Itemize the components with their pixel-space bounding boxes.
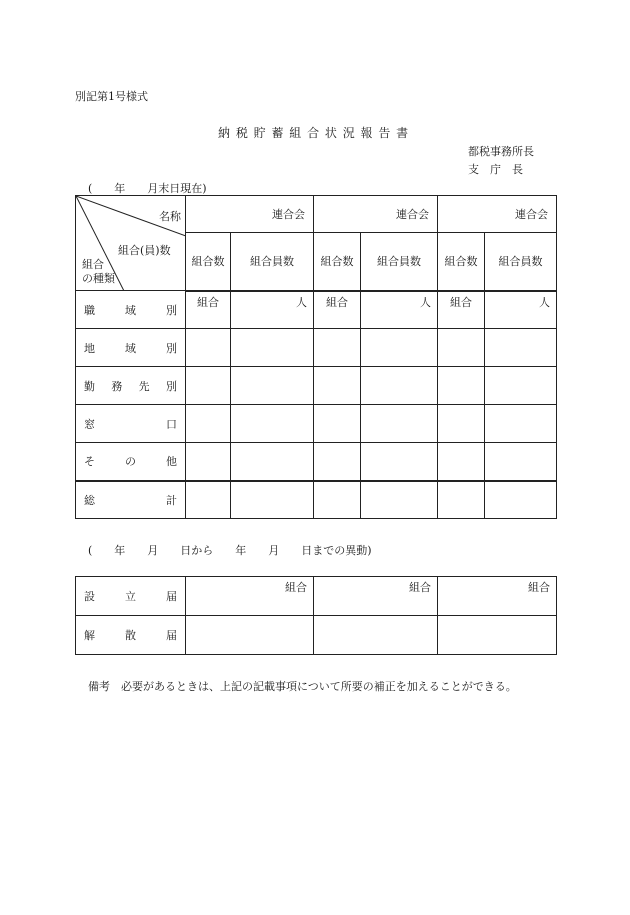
data-cell (485, 443, 557, 481)
data-cell (361, 443, 438, 481)
data-cell (231, 443, 314, 481)
row-label-other: そ の 他 (76, 443, 186, 481)
data-cell (485, 405, 557, 443)
row-label-window: 窓 口 (76, 405, 186, 443)
data-cell (314, 481, 361, 519)
col-member-count-2: 組合員数 (361, 233, 438, 291)
federation-2: 連合会 (314, 196, 438, 233)
status-table (75, 195, 557, 519)
data-cell (186, 329, 231, 367)
data-cell (314, 367, 361, 405)
header-kind: 組合 の種類 (82, 258, 115, 285)
data-cell (438, 443, 485, 481)
unit-person: 人 (485, 291, 557, 329)
row-label-region: 地 域 別 (76, 329, 186, 367)
recipient-line1: 都税事務所長 (468, 145, 534, 158)
data-cell (231, 329, 314, 367)
unit-union: 組合 (186, 577, 314, 616)
federation-3: 連合会 (438, 196, 557, 233)
unit-union: 組合 (438, 291, 485, 329)
data-cell (186, 616, 314, 655)
col-member-count-1: 組合員数 (231, 233, 314, 291)
row-label-total: 総 計 (76, 481, 186, 519)
data-cell (361, 367, 438, 405)
note: 備考 必要があるときは、上記の記載事項について所要の補正を加えることができる。 (88, 680, 517, 693)
data-cell (314, 329, 361, 367)
row-label-dissolve: 解 散 届 (76, 616, 186, 655)
header-name: 名称 (159, 210, 181, 223)
data-cell (231, 481, 314, 519)
data-cell (485, 481, 557, 519)
data-cell (186, 443, 231, 481)
unit-union: 組合 (186, 291, 231, 329)
unit-union: 組合 (314, 291, 361, 329)
col-union-count-1: 組合数 (186, 233, 231, 291)
data-cell (438, 616, 557, 655)
data-cell (231, 405, 314, 443)
unit-person: 人 (231, 291, 314, 329)
data-cell (485, 367, 557, 405)
date-line: ( 年 月末日現在) (88, 182, 207, 195)
period-line: ( 年 月 日から 年 月 日までの異動) (88, 544, 372, 557)
data-cell (438, 405, 485, 443)
data-cell (186, 405, 231, 443)
data-cell (186, 481, 231, 519)
data-cell (314, 443, 361, 481)
data-cell (361, 329, 438, 367)
data-cell (438, 329, 485, 367)
unit-union: 組合 (438, 577, 557, 616)
form-id: 別記第1号様式 (75, 90, 148, 103)
header-count: 組合(員)数 (118, 244, 171, 257)
unit-union: 組合 (314, 577, 438, 616)
data-cell (438, 367, 485, 405)
row-label-workplace: 勤 務 先 別 (76, 367, 186, 405)
col-member-count-3: 組合員数 (485, 233, 557, 291)
corner-header-cell (76, 196, 186, 291)
row-label-occupation: 職 域 別 (76, 291, 186, 329)
col-union-count-3: 組合数 (438, 233, 485, 291)
recipient-line2: 支 庁 長 (468, 163, 523, 176)
data-cell (314, 616, 438, 655)
data-cell (361, 405, 438, 443)
federation-1: 連合会 (186, 196, 314, 233)
data-cell (438, 481, 485, 519)
data-cell (186, 367, 231, 405)
row-label-establish: 設 立 届 (76, 577, 186, 616)
form-title: 納 税 貯 蓄 組 合 状 況 報 告 書 (218, 126, 410, 140)
unit-person: 人 (361, 291, 438, 329)
data-cell (361, 481, 438, 519)
col-union-count-2: 組合数 (314, 233, 361, 291)
data-cell (231, 367, 314, 405)
data-cell (485, 329, 557, 367)
data-cell (314, 405, 361, 443)
change-table (75, 576, 557, 655)
